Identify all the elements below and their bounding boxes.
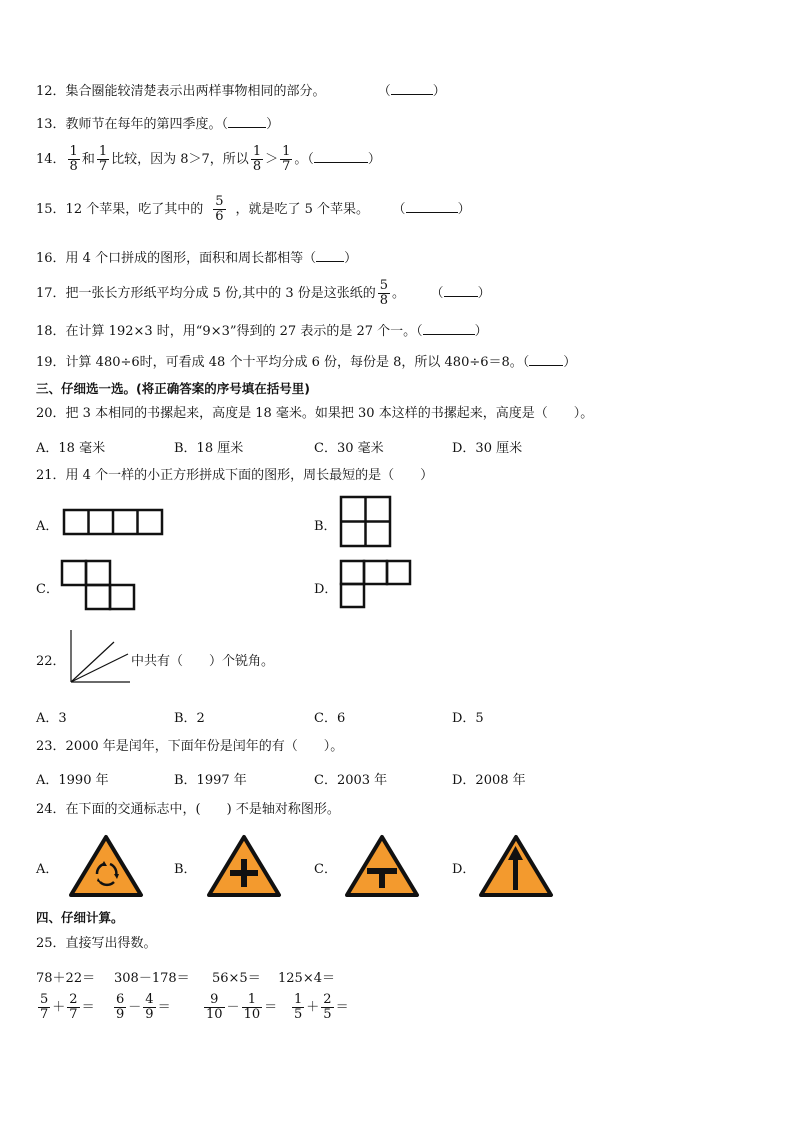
calc-item: 78＋22＝: [36, 971, 96, 986]
calc-item: 56×5＝: [212, 971, 261, 986]
option-d[interactable]: D．30 厘米: [452, 441, 523, 456]
option-c[interactable]: C．2003 年: [314, 773, 388, 788]
fraction: $\frac{1}{8}$: [69, 144, 78, 174]
shape-d-l-tetromino: [341, 561, 415, 611]
calc-fraction-item: $\frac{5}{7}$ ＋ $\frac{2}{7}$ ＝: [40, 992, 95, 1022]
question-12: 12．集合圈能较清楚表示出两样事物相同的部分。 （ ）: [36, 84, 446, 99]
answer-blank[interactable]: [444, 284, 478, 297]
question-17: 17．把一张长方形纸平均分成 5 份,其中的 3 份是这张纸的 $\frac{5}{8}$ 。 （ ）: [36, 278, 491, 308]
option-d[interactable]: D．5: [452, 711, 484, 726]
shape-c-z-tetromino: [62, 561, 138, 611]
t-junction-sign-icon: [346, 834, 420, 898]
question-24: 24．在下面的交通标志中，( ) 不是轴对称图形。: [36, 802, 340, 817]
answer-blank[interactable]: [406, 200, 458, 213]
question-23: 23．2000 年是闰年，下面年份是闰年的有（ ）。: [36, 739, 344, 754]
question-21: 21．用 4 个一样的小正方形拼成下面的图形，周长最短的是（ ）: [36, 468, 434, 483]
option-c-label[interactable]: C．: [36, 582, 59, 597]
question-16: 16．用 4 个口拼成的图形，面积和周长都相等（ ）: [36, 251, 358, 266]
calc-item: 125×4＝: [278, 971, 335, 986]
option-c[interactable]: C．30 毫米: [314, 441, 384, 456]
answer-blank[interactable]: [391, 82, 433, 95]
straight-ahead-sign-icon: [480, 834, 554, 898]
angle-figure: [70, 630, 132, 684]
option-b-label[interactable]: B．: [314, 519, 337, 534]
question-15: 15．12 个苹果，吃了其中的 $\frac{5}{6}$ ，就是吃了 5 个苹果。 （ ）: [36, 194, 471, 224]
crossroad-sign-icon: [208, 834, 282, 898]
calc-item: 308－178＝: [114, 971, 190, 986]
question-20: 20．把 3 本相同的书摞起来，高度是 18 毫米。如果把 30 本这样的书摞起来，高度是（ ）。: [36, 406, 594, 421]
calc-fraction-item: $\frac{6}{9}$ － $\frac{4}{9}$ ＝: [116, 992, 171, 1022]
question-19: 19．计算 480÷6时，可看成 48 个十平均分成 6 份，每份是 8，所以 480÷6＝8。（ ）: [36, 355, 577, 370]
option-b[interactable]: B．18 厘米: [174, 441, 244, 456]
question-22-number: 22．: [36, 654, 66, 669]
option-b[interactable]: B．2: [174, 711, 205, 726]
answer-blank[interactable]: [423, 322, 475, 335]
option-d[interactable]: D．2008 年: [452, 773, 526, 788]
question-18: 18．在计算 192×3 时，用“9×3”得到的 27 表示的是 27 个一。（ ）: [36, 324, 488, 339]
section-4-heading: 四、仔细计算。: [36, 910, 124, 925]
calc-fraction-item: $\frac{9}{10}$ － $\frac{1}{10}$ ＝: [206, 992, 278, 1022]
option-b-label[interactable]: B．: [174, 862, 197, 877]
answer-blank[interactable]: [529, 353, 563, 366]
option-a[interactable]: A．18 毫米: [36, 441, 106, 456]
option-c-label[interactable]: C．: [314, 862, 337, 877]
answer-blank[interactable]: [228, 115, 266, 128]
question-13: 13．教师节在每年的第四季度。（ ）: [36, 117, 280, 132]
option-d-label[interactable]: D．: [314, 582, 338, 597]
answer-blank[interactable]: [314, 150, 368, 163]
fraction: $\frac{5}{8}$: [379, 278, 389, 308]
question-14: 14． $\frac{1}{8}$ 和 $\frac{1}{7}$ 比较，因为 8＞7，所以 $\frac{1}{8}$ ＞ $\frac{1}{7}$ 。（ ）: [36, 144, 381, 174]
question-25: 25．直接写出得数。: [36, 936, 157, 951]
shape-a-row-of-squares: [64, 510, 164, 536]
calc-fraction-item: $\frac{1}{5}$ ＋ $\frac{2}{5}$ ＝: [294, 992, 349, 1022]
option-a[interactable]: A．3: [36, 711, 67, 726]
option-b[interactable]: B．1997 年: [174, 773, 247, 788]
section-3-heading: 三、仔细选一选。(将正确答案的序号填在括号里): [36, 381, 310, 396]
fraction: $\frac{1}{8}$: [252, 144, 262, 174]
fraction: $\frac{1}{7}$: [98, 144, 108, 174]
option-a[interactable]: A．1990 年: [36, 773, 109, 788]
option-d-label[interactable]: D．: [452, 862, 476, 877]
fraction: $\frac{1}{7}$: [282, 144, 291, 174]
roundabout-sign-icon: [70, 834, 144, 898]
option-c[interactable]: C．6: [314, 711, 346, 726]
option-a-label[interactable]: A．: [36, 519, 59, 534]
question-22-text: 中共有（ ）个锐角。: [131, 654, 275, 669]
shape-b-square-grid: [341, 497, 393, 549]
answer-blank[interactable]: [316, 249, 344, 262]
fraction: $\frac{5}{6}$: [215, 194, 224, 224]
option-a-label[interactable]: A．: [36, 862, 59, 877]
